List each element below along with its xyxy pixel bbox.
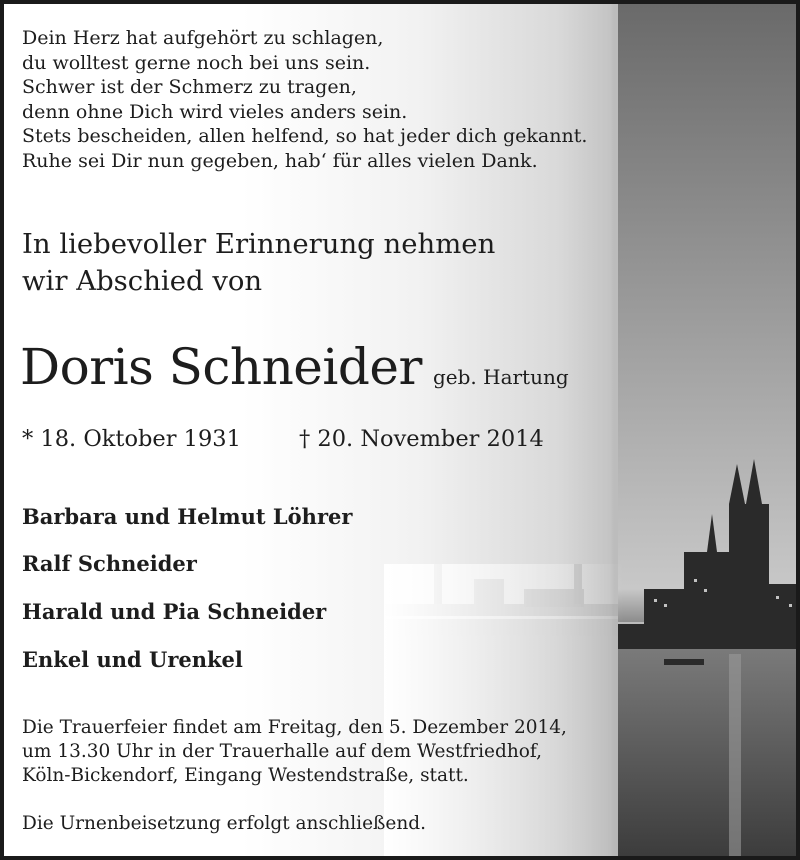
death-date: † 20. November 2014 [299,426,544,452]
poem-line: Dein Herz hat aufgehört zu schlagen, [22,27,384,49]
deceased-name: Doris Schneider [20,338,422,396]
mourner-name: Ralf Schneider [22,551,197,576]
service-line: Die Trauerfeier findet am Freitag, den 5. Dezember 2014, [22,717,567,738]
burial-note: Die Urnenbeisetzung erfolgt anschließend. [22,813,426,834]
intro-line: In liebevoller Erinnerung nehmen [22,228,496,260]
poem [22,26,587,173]
poem-line: Stets bescheiden, allen helfend, so hat jeder dich gekannt. [22,125,588,147]
service-line: Köln-Bickendorf, Eingang Westendstraße, statt. [22,765,469,786]
service-line: um 13.30 Uhr in der Trauerhalle auf dem Westfriedhof, [22,741,542,762]
birth-date: * 18. Oktober 1931 [22,426,241,452]
poem-line: du wolltest gerne noch bei uns sein. [22,51,371,74]
maiden-name: geb. Hartung [432,365,569,389]
funeral-service-info [22,716,567,788]
deceased-name-row [20,338,569,396]
mourner-name: Barbara und Helmut Löhrer [22,504,353,529]
farewell-intro [22,226,495,300]
intro-line: wir Abschied von [22,265,263,297]
poem-line: Schwer ist der Schmerz zu tragen, [22,76,357,98]
poem-line: denn ohne Dich wird vieles anders sein. [22,100,408,123]
poem-line: Ruhe sei Dir nun gegeben, hab‘ für alles vielen Dank. [22,149,538,172]
mourner-name: Harald und Pia Schneider [22,599,327,624]
mourner-name: Enkel und Urenkel [22,647,243,672]
